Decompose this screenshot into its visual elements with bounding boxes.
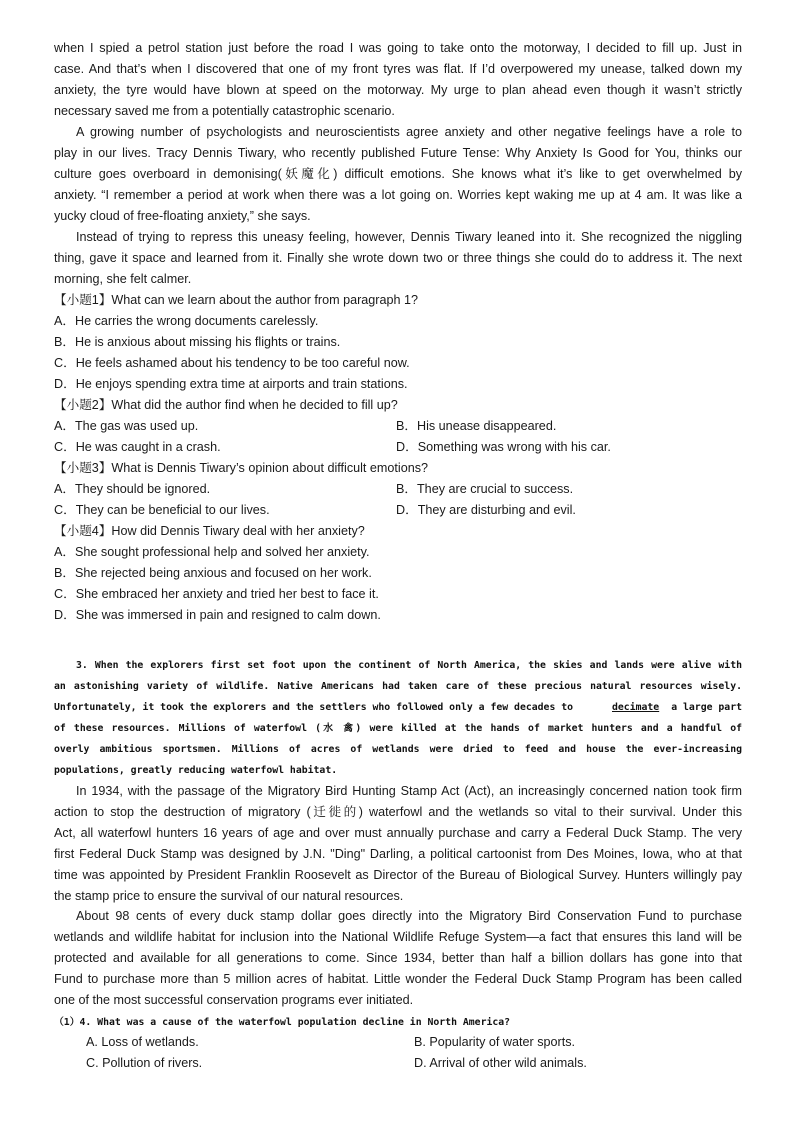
passage-line: overly ambitious sportsmen. Millions of acres of wetlands were dried to feed and house the ever-increasing [54,744,742,755]
answer-option[interactable]: B．They are crucial to success. [396,482,574,496]
answer-option[interactable]: A．She sought professional help and solved her anxiety. [54,545,370,559]
passage-line: Act, all waterfowl hunters 16 years of age and over must annually purchase and carry a Federal Duck Stamp. The very [54,826,742,840]
passage-line: 3. When the explorers first set foot upon the continent of North America, the skies and lands were alive with [76,660,742,671]
passage-line: one of the most successful conservation programs ever initiated. [54,993,414,1007]
answer-option[interactable]: A．They should be ignored. [54,482,211,496]
passage-line: thing, gave it space and learned from it. Finally she wrote down two or three things she could do to address it. The next [54,251,742,265]
passage-line: protected and available for all generations to come. Since 1934, better than half a billion dollars has gone into that [54,951,742,965]
answer-option[interactable]: D．He enjoys spending extra time at airports and train stations. [54,377,408,391]
passage-line: culture goes overboard in demonising(妖魔化) difficult emotions. She knows what it’s like to get overwhelmed by [54,167,742,181]
answer-option[interactable]: B．He is anxious about missing his flights or trains. [54,335,341,349]
answer-option[interactable]: D．Something was wrong with his car. [396,440,611,454]
answer-option[interactable]: D．She was immersed in pain and resigned to calm down. [54,608,381,622]
passage-line: action to stop the destruction of migratory (迁徙的) waterfowl and the wetlands so vital to their survival. Under this [54,805,742,819]
passage-line: anxiety. “I remember a period at work when there was a lot going on. Worries kept waking me up at 4 am. It was like a [54,188,742,202]
answer-option[interactable]: D．They are disturbing and evil. [396,503,576,517]
answer-option[interactable]: C. Pollution of rivers. [86,1056,203,1070]
passage-line: when I spied a petrol station just before the road I was going to take onto the motorway, I decided to fill up. Just in [54,41,742,55]
answer-option[interactable]: D. Arrival of other wild animals. [414,1056,587,1070]
passage-line: of these resources. Millions of waterfowl (水 禽) were killed at the hands of market hunters and a handful of [54,723,742,734]
question-stem: 【小题4】How did Dennis Tiwary deal with her anxiety? [54,524,365,538]
passage-line: yucky cloud of free-floating anxiety,” she says. [54,209,311,223]
answer-option[interactable]: B．She rejected being anxious and focused on her work. [54,566,372,580]
question-stem: 【小题1】What can we learn about the author from paragraph 1? [54,293,419,307]
answer-option[interactable]: A．He carries the wrong documents carelessly. [54,314,319,328]
answer-option[interactable]: B．His unease disappeared. [396,419,557,433]
answer-option[interactable]: A. Loss of wetlands. [86,1035,199,1049]
answer-option[interactable]: C．They can be beneficial to our lives. [54,503,270,517]
passage-line: time was appointed by President Franklin Roosevelt as Director of the Bureau of Biological Survey. Hunters willingly pay [54,868,742,882]
passage-line: In 1934, with the passage of the Migratory Bird Hunting Stamp Act (Act), an increasingly concerned nation took firm [76,784,742,798]
passage-line: Instead of trying to repress this uneasy feeling, however, Dennis Tiwary leaned into it. She recognized the niggling [76,230,742,244]
passage-line: a large part [671,702,742,713]
passage-line: A growing number of psychologists and neuroscientists agree anxiety and other negative feelings have a role to [76,125,742,139]
passage-line: play in our lives. Tracy Dennis Tiwary, who recently published Future Tense: Why Anxiety Is Good for You, thinks our [54,146,742,160]
answer-option[interactable]: C．He feels ashamed about his tendency to be too careful now. [54,356,410,370]
passage-line: wetlands and wildlife habitat for inclusion into the National Wildlife Refuge System—a fact that ensures this land will be [54,930,742,944]
passage-line: About 98 cents of every duck stamp dollar goes directly into the Migratory Bird Conservation Fund to purchase [76,909,742,923]
question-stem: 【小题2】What did the author find when he decided to fill up? [54,398,398,412]
question-stem: （1）4. What was a cause of the waterfowl population decline in North America? [54,1017,511,1028]
passage-line: Unfortunately, it took the explorers and the settlers who followed only a few decades to [54,702,574,713]
passage-line: morning, she felt calmer. [54,272,192,286]
underlined-word: decimate [612,702,660,713]
question-stem: 【小题3】What is Dennis Tiwary’s opinion about difficult emotions? [54,461,429,475]
passage-line: the stamp price to ensure the survival of our natural resources. [54,889,404,903]
answer-option[interactable]: C．She embraced her anxiety and tried her best to face it. [54,587,379,601]
passage-line: Fund to purchase more than 5 million acres of habitat. Little wonder the Federal Duck Stamp Program has been called [54,972,742,986]
passage-line: an astonishing variety of wildlife. Native Americans had taken care of these precious natural resources wisely. [54,681,742,692]
passage-line: necessary saved me from a potentially catastrophic scenario. [54,104,395,118]
answer-option[interactable]: C．He was caught in a crash. [54,440,221,454]
answer-option[interactable]: A．The gas was used up. [54,419,199,433]
passage-line: case. And that’s when I discovered that one of my front tyres was flat. If I’d overpowered my unease, talked down my [54,62,742,76]
answer-option[interactable]: B. Popularity of water sports. [414,1035,575,1049]
passage-line: first Federal Duck Stamp was designed by J.N. "Ding" Darling, a political cartoonist from Des Moines, Iowa, who at that [54,847,742,861]
passage-line: populations, greatly reducing waterfowl habitat. [54,765,338,776]
passage-line: anxiety, the tyre would have blown at speed on the motorway. My urge to plan ahead even though it wasn’t strictly [54,83,742,97]
